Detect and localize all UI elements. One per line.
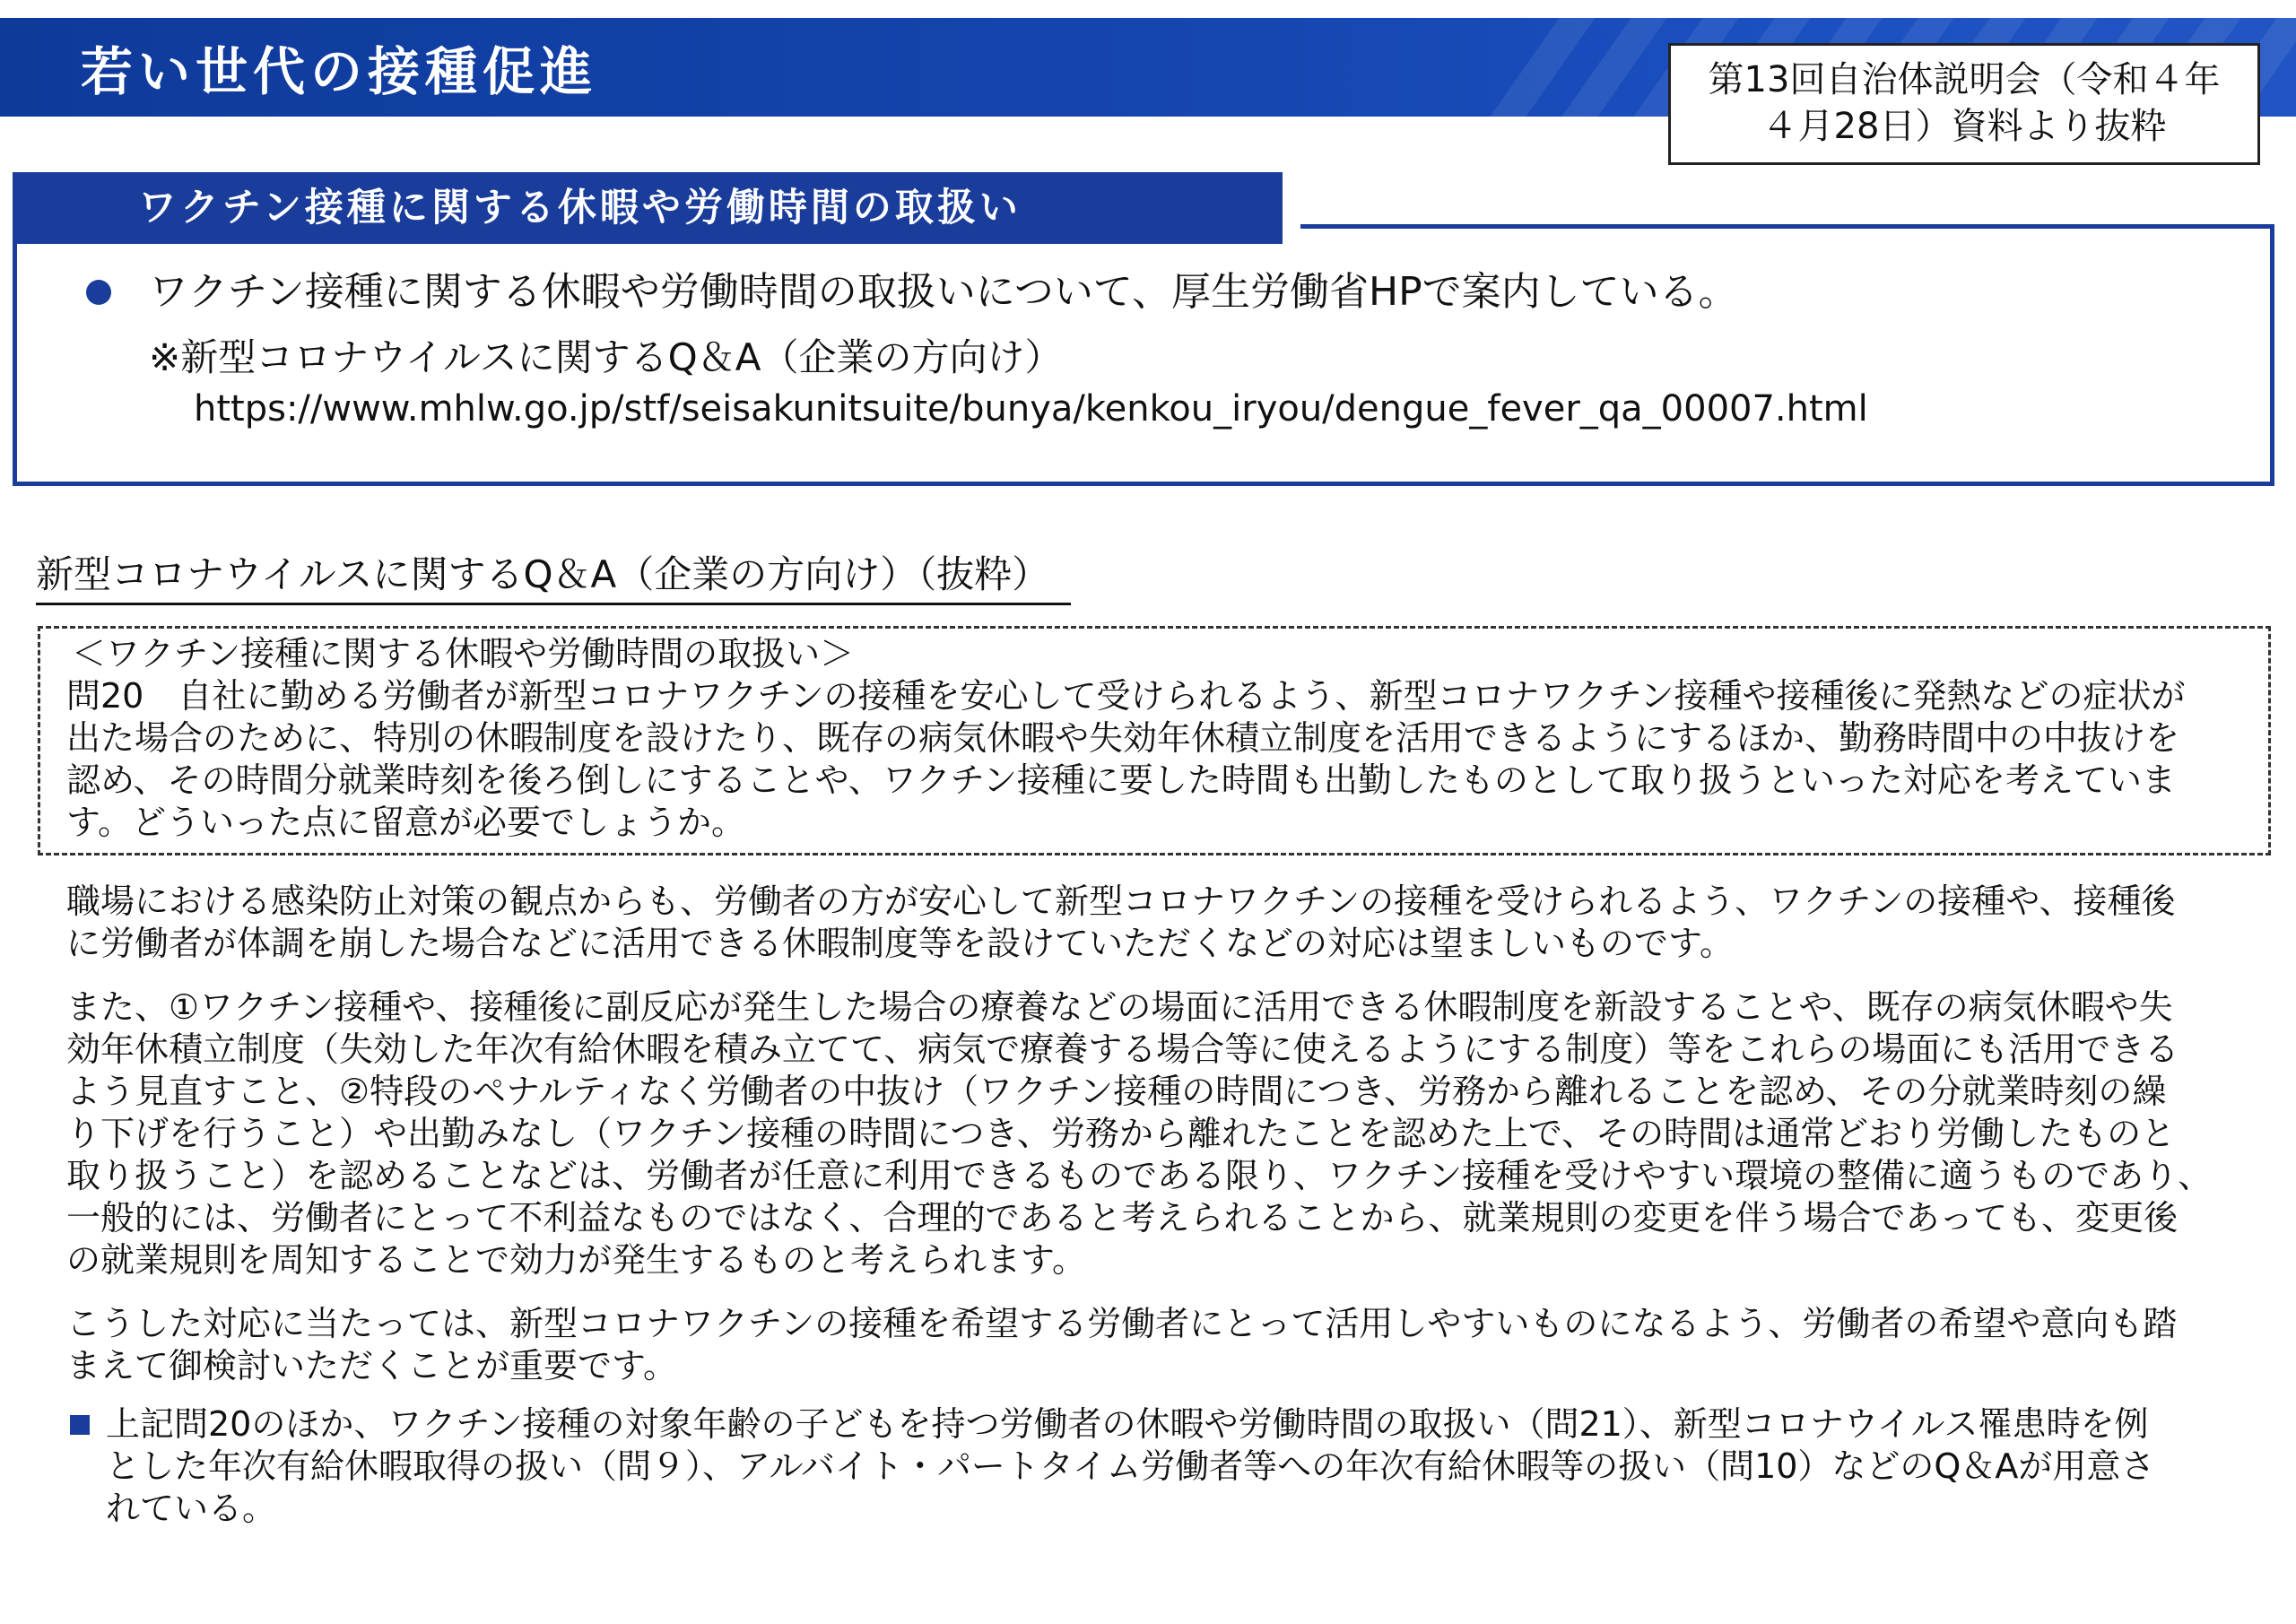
answer-line: 取り扱うこと）を認めることなどは、労働者が任意に利用できるものである限り、ワクチン接種を受けやすい環境の整備に適うものであり、 [66,1156,2213,1195]
answer-line: 効年休積立制度（失効した年次有給休暇を積み立てて、病気で療養する場合等に使えるようにする制度）等をこれらの場面にも活用できる [66,1029,2179,1069]
final-note-line: 上記問20のほか、ワクチン接種の対象年齢の子どもを持つ労働者の休暇や労働時間の取扱い（問21）、新型コロナウイルス罹患時を例 [106,1404,2149,1444]
answer-line: また、①ワクチン接種や、接種後に副反応が発生した場合の療養などの場面に活用できる休暇制度を新設することや、既存の病気休暇や失 [66,987,2173,1027]
source-note-line: ４月28日）資料より抜粋 [1761,106,2167,147]
answer-line: よう見直すこと、②特段のペナルティなく労働者の中抜け（ワクチン接種の時間につき、労務から離れることを認め、その分就業時刻の繰 [66,1072,2167,1111]
question-line: 認め、その時間分就業時刻を後ろ倒しにすることや、ワクチン接種に要した時間も出勤したものとして取り扱うといった対応を考えていま [66,760,2176,800]
section-title: ワクチン接種に関する休暇や労働時間の取扱い [13,172,1283,244]
answer-line: り下げを行うこと）や出勤みなし（ワクチン接種の時間につき、労務から離れたことを認めた上で、その時間は通常どおり労働したものと [66,1114,2176,1153]
final-note-line: れている。 [106,1489,277,1528]
question-line: す。どういった点に留意が必要でしょうか。 [66,803,745,842]
question-heading: ＜ワクチン接種に関する休暇や労働時間の取扱い＞ [72,634,855,673]
source-note-line: 第13回自治体説明会（令和４年 [1708,59,2221,100]
square-bullet-icon [70,1415,90,1435]
answer-line: に労働者が体調を崩した場合などに活用できる休暇制度等を設けていただくなどの対応は望ましいものです。 [66,924,1734,963]
answer-line: まえて御検討いただくことが重要です。 [66,1346,677,1385]
bullet-icon [86,280,111,305]
question-line: 出た場合のために、特別の休暇制度を設けたり、既存の病気休暇や失効年休積立制度を活用できるようにするほか、勤務時間中の中抜けを [66,718,2180,758]
answer-line: こうした対応に当たっては、新型コロナワクチンの接種を希望する労働者にとって活用しやすいものになるよう、労働者の希望や意向も踏 [66,1304,2178,1343]
source-note [1668,43,2260,165]
notice-text: ワクチン接種に関する休暇や労働時間の取扱いについて、厚生労働省HPで案内している。 [149,269,1738,315]
question-line: 問20 自社に勤める労働者が新型コロナワクチンの接種を安心して受けられるよう、新型コロナワクチン接種や接種後に発熱などの症状が [66,676,2186,716]
final-note-line: とした年次有給休暇取得の扱い（問９）、アルバイト・パートタイム労働者等への年次有給休暇等の扱い（問10）などのQ＆Aが用意さ [106,1446,2155,1486]
page-title: 若い世代の接種促進 [81,41,598,102]
answer-line: 一般的には、労働者にとって不利益なものではなく、合理的であると考えられることから、就業規則の変更を伴う場合であっても、変更後 [66,1198,2179,1238]
notice-subtext: ※新型コロナウイルスに関するQ＆A（企業の方向け） [149,335,1063,379]
answer-line: の就業規則を周知することで効力が発生するものと考えられます。 [66,1240,1086,1280]
answer-line: 職場における感染防止対策の観点からも、労働者の方が安心して新型コロナワクチンの接種を受けられるよう、ワクチンの接種や、接種後 [66,881,2176,921]
qa-heading: 新型コロナウイルスに関するQ＆A（企業の方向け）（抜粋） [36,549,1071,605]
notice-url: https://www.mhlw.go.jp/stf/seisakunitsuite/bunya/kenkou_iryou/dengue_fever_qa_00007.html [194,388,1868,430]
